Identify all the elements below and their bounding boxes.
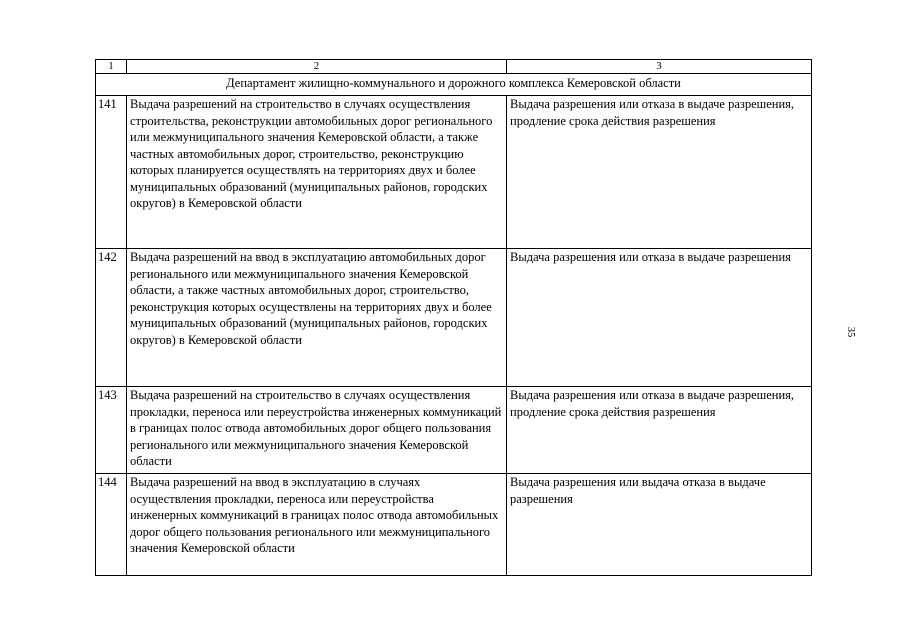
column-number-header-row [96, 60, 812, 74]
table-row [96, 474, 812, 576]
row-number: 143 [96, 387, 127, 474]
service-result: Выдача разрешения или выдача отказа в выдаче разрешения [507, 474, 812, 576]
row-number: 141 [96, 96, 127, 249]
service-name: Выдача разрешений на ввод в эксплуатацию автомобильных дорог регионального или межмуниципального значения Кемеровской области, а также частных автомобильных дорог, строительство, реконструкция которых осуществлены на территориях двух и более муниципальных образований (муниципальных районов, городских округов) в Кемеровской области [127, 249, 507, 387]
service-name: Выдача разрешений на строительство в случаях осуществления строительства, реконструкции автомобильных дорог регионального или межмуниципального значения Кемеровской области, а также частных автомобильных дорог, строительство, реконструкцию которых планируется осуществлять на территориях двух и более муниципальных образований (муниципальных районов, городских округов) в Кемеровской области [127, 96, 507, 249]
service-name: Выдача разрешений на ввод в эксплуатацию в случаях осуществления прокладки, переноса или переустройства инженерных коммуникаций в границах полос отвода автомобильных дорог общего пользования регионального или межмуниципального значения Кемеровской области [127, 474, 507, 576]
column-2-header: 2 [127, 60, 507, 74]
row-number: 142 [96, 249, 127, 387]
table-row [96, 96, 812, 249]
table-row [96, 387, 812, 474]
table-row [96, 249, 812, 387]
service-result: Выдача разрешения или отказа в выдаче разрешения [507, 249, 812, 387]
department-row [96, 74, 812, 96]
page-number: 35 [845, 326, 856, 338]
service-name: Выдача разрешений на строительство в случаях осуществления прокладки, переноса или переустройства инженерных коммуникаций в границах полос отвода автомобильных дорог общего пользования регионального или межмуниципального значения Кемеровской области [127, 387, 507, 474]
column-3-header: 3 [507, 60, 812, 74]
service-result: Выдача разрешения или отказа в выдаче разрешения, продление срока действия разрешения [507, 96, 812, 249]
services-table [95, 59, 812, 576]
column-1-header: 1 [96, 60, 127, 74]
row-number: 144 [96, 474, 127, 576]
service-result: Выдача разрешения или отказа в выдаче разрешения, продление срока действия разрешения [507, 387, 812, 474]
department-name: Департамент жилищно-коммунального и дорожного комплекса Кемеровской области [96, 74, 812, 96]
